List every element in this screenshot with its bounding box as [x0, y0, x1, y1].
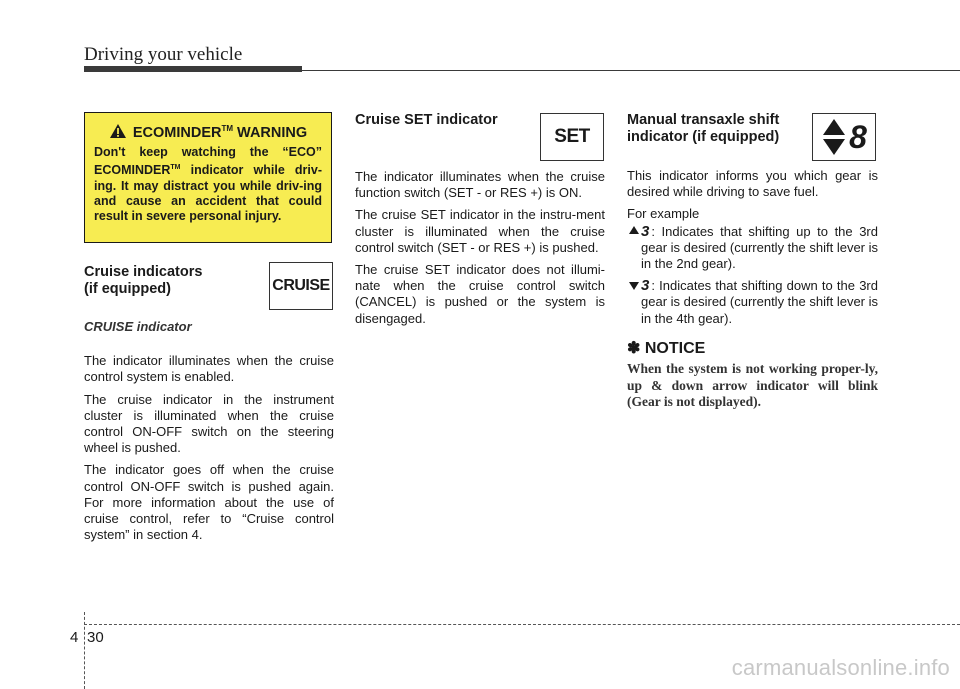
example-desc-up: : Indicates that shifting up to the 3rd gear is desired (currently the shift lever is in the 2nd gear). [641, 223, 878, 272]
warning-text-b: indicator while driv-ing. It may distract you while driv-ing and cause an accident that could result in severe personal injury. [94, 163, 322, 224]
notice-text: When the system is not working proper-ly, up & down arrow indicator will blink (Gear is not displayed). [627, 361, 878, 410]
example-desc-down: : Indicates that shifting down to the 3rd gear is desired (currently the shift lever is in the 4th gear). [641, 278, 878, 326]
warning-triangle-icon [109, 123, 127, 139]
page-header-title: Driving your vehicle [84, 44, 243, 65]
example-text-down [641, 278, 878, 327]
cruise-set-paragraph-3: The cruise SET indicator does not illumi-nate when the cruise control switch (CANCEL) is pushed or the system is disengaged. [355, 262, 605, 326]
footer-rule [84, 624, 960, 625]
page-chapter-number: 4 [70, 629, 79, 646]
cruise-set-paragraph-2: The cruise SET indicator in the instru-ment cluster is illuminated when the cruise control switch (SET - or RES +) is pushed. [355, 207, 605, 255]
notice-star-icon: ✽ [627, 339, 641, 357]
shift-indicator-digit: 8 [849, 119, 867, 155]
example-row-down [627, 278, 878, 327]
example-digit-up: 3 [641, 222, 650, 240]
column-3 [627, 112, 878, 411]
warning-text-a: Don't keep watching the “ECO” ECOMINDER [94, 145, 322, 178]
cruise-heading-line1: Cruise indicators [84, 264, 203, 280]
footer-divider [84, 612, 85, 689]
manual-intro: This indicator informs you which gear is desired while driving to save fuel. [627, 168, 878, 200]
warning-title-main: ECOMINDER [132, 124, 222, 141]
page-number: 30 [87, 629, 104, 646]
set-indicator-label: SET [554, 125, 590, 147]
cruise-heading-block [84, 264, 334, 316]
ecominder-warning-box [84, 112, 332, 243]
shift-indicator-icon [812, 113, 876, 161]
cruise-paragraph-1: The indicator illuminates when the cruise control system is enabled. [84, 353, 334, 385]
cruise-heading-line2: (if equipped) [84, 281, 171, 297]
example-row-up [627, 224, 878, 273]
set-indicator-icon [540, 113, 604, 161]
warning-title [94, 121, 322, 141]
manual-heading-line1: Manual transaxle shift [627, 112, 780, 128]
cruise-paragraph-2: The cruise indicator in the instrument cluster is illuminated when the cruise control ON-OFF switch on the steering wheel is pushed. [84, 391, 334, 456]
manual-heading-block [627, 112, 878, 168]
cruise-set-paragraph-1: The indicator illuminates when the cruise function switch (SET - or RES +) is ON. [355, 169, 605, 201]
example-digit-down: 3 [641, 277, 650, 295]
up-down-arrow-icon [821, 117, 847, 157]
warning-title-tm: TM [221, 124, 234, 133]
warning-title-suffix: WARNING [233, 124, 308, 141]
header-bar [84, 66, 302, 72]
cruise-set-heading-block [355, 112, 605, 160]
notice-title [627, 341, 878, 357]
for-example-label: For example [627, 206, 700, 222]
warning-text [94, 145, 322, 225]
watermark: carmanualsonline.info [731, 655, 950, 680]
column-2 [355, 112, 605, 333]
cruise-indicator-icon [269, 262, 333, 310]
cruise-paragraph-3: The indicator goes off when the cruise control ON-OFF switch is pushed again. For more information about the use of cruise control, refer to “Cruise control system” in section 4. [84, 462, 334, 543]
example-text-up [641, 224, 878, 273]
cruise-indicator-label: CRUISE [272, 276, 330, 294]
manual-heading-line2: indicator (if equipped) [627, 129, 780, 145]
cruise-set-heading: Cruise SET indicator [355, 112, 498, 128]
cruise-subheading: CRUISE indicator [84, 319, 192, 334]
column-1 [84, 112, 334, 549]
notice-title-text: NOTICE [640, 339, 706, 357]
warning-text-tm: TM [170, 164, 181, 172]
